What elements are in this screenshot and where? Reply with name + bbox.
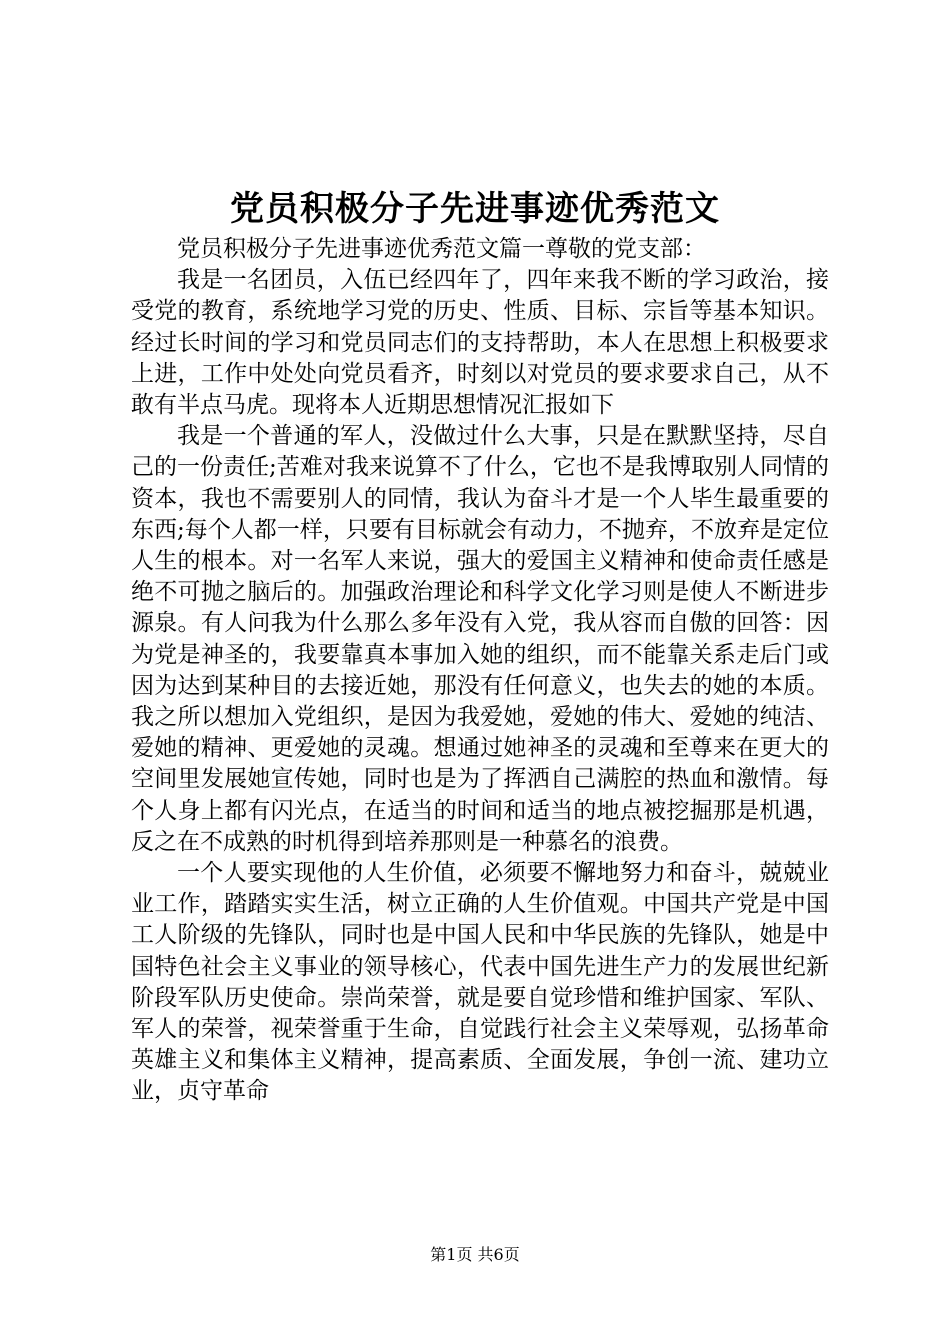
- page-footer: 第1页 共6页: [430, 1245, 520, 1264]
- paragraph-introduction: 我是一名团员，入伍已经四年了，四年来我不断的学习政治，接受党的教育，系统地学习党的历史、性质、目标、宗旨等基本知识。经过长时间的学习和党员同志们的支持帮助，本人在思想上积极要求上进，工作中处处向党员看齐，时刻以对党员的要求要求自己，从不敢有半点马虎。现将本人近期思想情况汇报如下: [131, 267, 829, 419]
- paragraph-soldier: 我是一个普通的军人，没做过什么大事，只是在默默坚持，尽自己的一份责任;苦难对我来说算不了什么，它也不是我博取别人同情的资本，我也不需要别人的同情，我认为奋斗才是一个人毕生最重要的东西;每个人都一样，只要有目标就会有动力，不抛弃，不放弃是定位人生的根本。对一名军人来说，强大的爱国主义精神和使命责任感是绝不可抛之脑后的。加强政治理论和科学文化学习则是使人不断进步源泉。有人问我为什么那么多年没有入党，我从容而自傲的回答：因为党是神圣的，我要靠真本事加入她的组织，而不能靠关系走后门或因为达到某种目的去接近她，那没有任何意义，也失去的她的本质。我之所以想加入党组织，是因为我爱她，爱她的伟大、爱她的纯洁、爱她的精神、更爱她的灵魂。想通过她神圣的灵魂和至尊来在更大的空间里发展她宣传她，同时也是为了挥洒自己满腔的热血和激情。每个人身上都有闪光点，在适当的时间和适当的地点被挖掘那是机遇，反之在不成熟的时机得到培养那则是一种慕名的浪费。: [131, 423, 829, 855]
- document-title: 党员积极分子先进事迹优秀范文: [230, 189, 720, 229]
- paragraph-salutation: 党员积极分子先进事迹优秀范文篇一尊敬的党支部：: [177, 236, 706, 262]
- document-body: [131, 234, 829, 1108]
- paragraph-life-value: 一个人要实现他的人生价值，必须要不懈地努力和奋斗，兢兢业业工作，踏踏实实生活，树立正确的人生价值观。中国共产党是中国工人阶级的先锋队，同时也是中国人民和中华民族的先锋队，她是中国特色社会主义事业的领导核心，代表中国先进生产力的发展世纪新阶段军队历史使命。崇尚荣誉，就是要自觉珍惜和维护国家、军队、军人的荣誉，视荣誉重于生命，自觉践行社会主义荣辱观，弘扬革命英雄主义和集体主义精神，提高素质、全面发展，争创一流、建功立业，贞守革命: [131, 860, 829, 1105]
